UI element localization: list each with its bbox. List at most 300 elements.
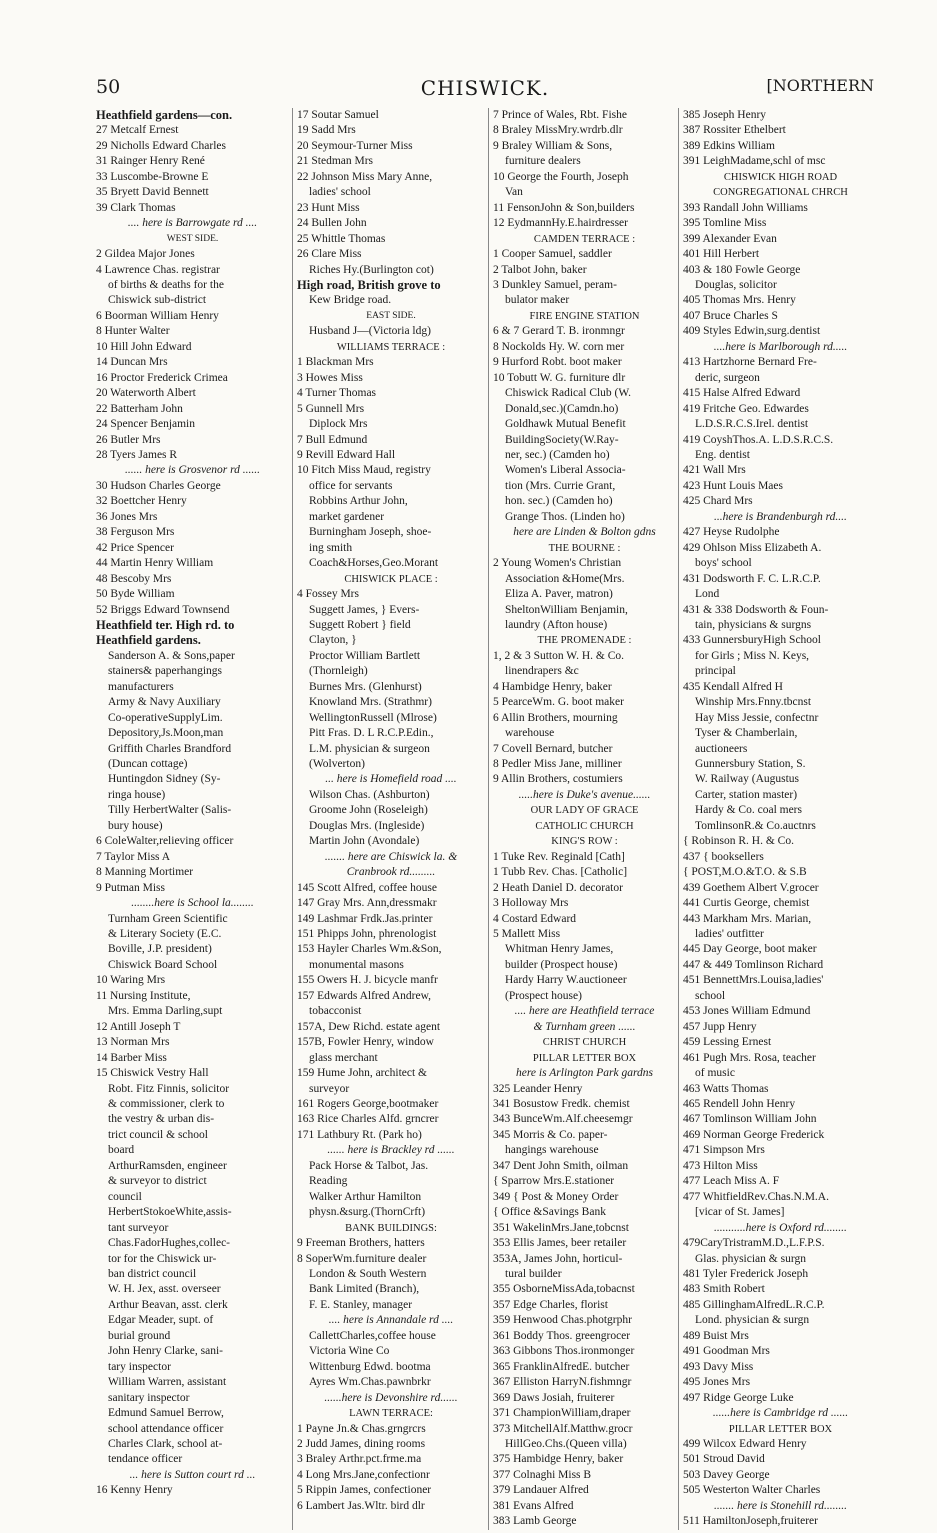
directory-entry-line: tor for the Chiswick ur-	[108, 1252, 217, 1265]
directory-entry-line: .... here are Heathfield terrace	[514, 1005, 655, 1018]
directory-entry-line: 10 Waring Mrs	[96, 974, 166, 987]
directory-entry-line: Hardy & Co. coal mers	[695, 804, 802, 817]
directory-entry-line: 8 Nockolds Hy. W. corn mer	[493, 340, 625, 353]
directory-entry-line: [vicar of St. James]	[695, 1206, 785, 1219]
directory-entry-line: PILLAR LETTER BOX	[728, 1423, 833, 1435]
directory-entry-line: 23 Hunt Miss	[297, 201, 360, 214]
directory-entry-line: 437 { booksellers	[683, 850, 764, 863]
directory-entry-line: 445 Day George, boot maker	[683, 943, 817, 956]
directory-entry-line: tion (Mrs. Currie Grant,	[505, 479, 616, 492]
directory-entry-line: Hay Miss Jessie, confectnr	[695, 711, 819, 724]
directory-entry-line: 419 Fritche Geo. Edwardes	[683, 402, 809, 415]
directory-entry-line: 10 George the Fourth, Joseph	[493, 170, 629, 183]
directory-entry-line: ban district council	[108, 1267, 197, 1280]
directory-entry-line: boys' school	[695, 557, 752, 570]
directory-entry-line: Douglas Mrs. (Ingleside)	[309, 819, 425, 832]
directory-entry-line: HillGeo.Chs.(Queen villa)	[505, 1437, 627, 1450]
directory-entry-line: (Thornleigh)	[309, 665, 368, 678]
directory-entry-line: 381 Evans Alfred	[493, 1499, 574, 1512]
directory-entry-line: 6 ColeWalter,relieving officer	[96, 835, 234, 848]
directory-entry-line: LAWN TERRACE:	[349, 1408, 433, 1420]
directory-entry-line: 489 Buist Mrs	[683, 1329, 749, 1342]
directory-entry-line: 351 WakelinMrs.Jane,tobcnst	[493, 1221, 629, 1234]
directory-entry-line: 155 Owers H. J. bicycle manfr	[297, 974, 438, 987]
directory-entry-line: ing smith	[309, 541, 353, 554]
directory-entry-line: ......here is Devonshire rd......	[324, 1391, 458, 1404]
page-header	[96, 76, 874, 100]
directory-entry-line: TomlinsonR.& Co.auctnrs	[695, 819, 816, 832]
directory-entry-line: bury house)	[108, 819, 163, 832]
directory-entry-line: 42 Price Spencer	[96, 541, 174, 554]
directory-entry-line: 6 Boorman William Henry	[96, 309, 219, 322]
directory-entry-line: 48 Bescoby Mrs	[96, 572, 172, 585]
directory-entry-line: 433 GunnersburyHigh School	[683, 634, 821, 647]
directory-entry-line: 353 Ellis James, beer retailer	[493, 1237, 627, 1250]
directory-entry-line: Army & Navy Auxiliary	[108, 696, 221, 709]
directory-entry-line: 7 Prince of Wales, Rbt. Fishe	[493, 109, 627, 121]
directory-entry-line: 9 Braley William & Sons,	[493, 139, 613, 152]
directory-entry-line: 425 Chard Mrs	[683, 495, 753, 508]
directory-entry-line: Tyser & Chamberlain,	[695, 727, 798, 740]
directory-entry-line: 4 Turner Thomas	[297, 387, 377, 400]
directory-entry-line: 375 Hambidge Henry, baker	[493, 1453, 624, 1466]
directory-entry-line: 157 Edwards Alfred Andrew,	[297, 989, 432, 1002]
directory-entry-line: 6 Allin Brothers, mourning	[493, 711, 618, 724]
directory-entry-line: Wittenburg Edwd. bootma	[309, 1360, 431, 1373]
directory-entry-line: Boville, J.P. president)	[108, 943, 212, 956]
directory-entry-line: Suggett James, } Evers-	[309, 603, 420, 616]
directory-entry-line: 157B, Fowler Henry, window	[297, 1036, 434, 1049]
directory-entry-line: 1 Tubb Rev. Chas. [Catholic]	[493, 866, 628, 879]
directory-entry-line: 50 Byde William	[96, 588, 175, 601]
directory-entry-line: Carter, station master)	[695, 788, 798, 801]
directory-entry-line: London & South Western	[309, 1267, 427, 1280]
directory-entry-line: Burnes Mrs. (Glenhurst)	[309, 680, 422, 693]
directory-entry-line: 467 Tomlinson William John	[683, 1113, 817, 1126]
directory-entry-line: here are Linden & Bolton gdns	[513, 526, 656, 539]
directory-entry-line: ........here is School la........	[131, 897, 254, 910]
directory-entry-line: 4 Long Mrs.Jane,confectionr	[297, 1468, 430, 1481]
directory-entry-line: linendrapers &c	[505, 665, 579, 678]
directory-entry-line: 147 Gray Mrs. Ann,dressmakr	[297, 897, 437, 910]
directory-entry-line: William Warren, assistant	[108, 1376, 227, 1389]
directory-entry-line: principal	[695, 665, 736, 678]
directory-entry-line: 26 Clare Miss	[297, 248, 362, 261]
directory-entry-line: 10 Fitch Miss Maud, registry	[297, 464, 431, 477]
directory-entry-line: Groome John (Roseleigh)	[309, 804, 428, 817]
directory-entry-line: 4 Fossey Mrs	[297, 588, 359, 601]
directory-entry-line: Whitman Henry James,	[505, 943, 614, 956]
directory-entry-line: 349 { Post & Money Order	[493, 1190, 619, 1203]
directory-entry-line: 419 CoyshThos.A. L.D.S.R.C.S.	[683, 433, 834, 446]
directory-entry-line: Robt. Fitz Finnis, solicitor	[108, 1082, 230, 1095]
directory-entry-line: 3 Braley Arthr.pct.frme.ma	[297, 1453, 422, 1466]
directory-entry-line: 463 Watts Thomas	[683, 1082, 769, 1095]
directory-entry-line: tendance officer	[108, 1453, 183, 1466]
directory-entry-line: HerbertStokoeWhite,assis-	[108, 1206, 232, 1219]
directory-entry-line: (Duncan cottage)	[108, 758, 188, 771]
directory-entry-line: 1 Tuke Rev. Reginald [Cath]	[493, 850, 625, 863]
directory-entry-line: Co-operativeSupplyLim.	[108, 711, 223, 724]
directory-entry-line: 2 Young Women's Christian	[493, 557, 622, 570]
directory-entry-line: 379 Landauer Alfred	[493, 1484, 589, 1497]
directory-entry-line: 395 Tomline Miss	[683, 217, 767, 230]
directory-entry-line: tobacconist	[309, 1005, 362, 1018]
page-number: 50	[96, 76, 121, 98]
directory-entry-line: Hardy Harry W.auctioneer	[505, 974, 627, 987]
directory-entry-line: Knowland Mrs. (Strathmr)	[309, 696, 432, 709]
directory-entry-line: 3 Holloway Mrs	[493, 897, 569, 910]
directory-entry-line: 15 Chiswick Vestry Hall	[96, 1067, 209, 1080]
page-title: CHISWICK.	[420, 76, 550, 100]
directory-entry-line: 10 Hill John Edward	[96, 340, 192, 353]
directory-entry-line: & Literary Society (E.C.	[108, 928, 222, 941]
directory-entry-line: 355 OsborneMissAda,tobacnst	[493, 1283, 635, 1296]
directory-entry-line: 5 Rippin James, confectioner	[297, 1484, 432, 1497]
directory-entry-line: ladies' school	[309, 186, 371, 199]
directory-entry-line: hon. sec.) (Camden ho)	[505, 495, 613, 508]
directory-entry-line: 369 Daws Josiah, fruiterer	[493, 1391, 615, 1404]
directory-entry-line: 459 Lessing Ernest	[683, 1036, 772, 1049]
directory-entry-line: 8 Braley MissMry.wrdrb.dlr	[493, 124, 623, 137]
directory-entry-line: 3 Dunkley Samuel, peram-	[493, 278, 617, 291]
directory-entry-line: 11 Nursing Institute,	[96, 989, 191, 1002]
directory-entry-line: { POST,M.O.&T.O. & S.B	[683, 866, 807, 879]
directory-entry-line: 483 Smith Robert	[683, 1283, 765, 1296]
directory-entry-line: .....here is Duke's avenue......	[518, 788, 651, 801]
directory-entry-line: Turnham Green Scientific	[108, 912, 228, 925]
directory-entry-line: Bank Limited (Branch),	[309, 1283, 420, 1296]
directory-entry-line: { Office &Savings Bank	[493, 1206, 606, 1219]
directory-entry-line: Winship Mrs.Fnny.tbcnst	[695, 696, 812, 709]
directory-entry-line: for Girls ; Miss N. Keys,	[695, 649, 810, 662]
directory-entry-line: tant surveyor	[108, 1221, 169, 1234]
directory-entry-line: 163 Rice Charles Alfd. grncrer	[297, 1113, 439, 1126]
directory-entry-line: 24 Spencer Benjamin	[96, 418, 196, 431]
directory-entry-line: 8 SoperWm.furniture dealer	[297, 1252, 427, 1265]
directory-entry-line: 469 Norman George Frederick	[683, 1128, 825, 1141]
directory-entry-line: 29 Nicholls Edward Charles	[96, 139, 226, 152]
directory-entry-line: Robbins Arthur John,	[309, 495, 408, 508]
directory-entry-line: 44 Martin Henry William	[96, 557, 214, 570]
directory-entry-line: 365 FranklinAlfredE. butcher	[493, 1360, 630, 1373]
directory-entry-line: 4 Costard Edward	[493, 912, 577, 925]
directory-entry-line: Depository,Js.Moon,man	[108, 727, 224, 740]
directory-entry-line: Cranbrook rd.........	[346, 866, 436, 879]
directory-entry-line: 361 Boddy Thos. greengrocer	[493, 1329, 631, 1342]
directory-entry-line: 35 Bryett David Bennett	[96, 186, 209, 199]
directory-entry-line: trict council & school	[108, 1128, 208, 1141]
directory-entry-line: hangings warehouse	[505, 1144, 599, 1157]
directory-entry-line: sanitary inspector	[108, 1391, 190, 1404]
directory-entry-line: CATHOLIC CHURCH	[535, 820, 634, 832]
directory-entry-line: SheltonWilliam Benjamin,	[505, 603, 628, 616]
directory-entry-line: 52 Briggs Edward Townsend	[96, 603, 230, 616]
directory-entry-line: 423 Hunt Louis Maes	[683, 479, 783, 492]
directory-entry-line: Walker Arthur Hamilton	[309, 1190, 422, 1203]
directory-entry-line: 377 Colnaghi Miss B	[493, 1468, 592, 1481]
directory-entry-line: the vestry & urban dis-	[108, 1113, 215, 1126]
directory-entry-line: 495 Jones Mrs	[683, 1376, 751, 1389]
directory-entry-line: 31 Rainger Henry René	[96, 155, 205, 168]
directory-entry-line: WEST SIDE.	[166, 233, 219, 244]
directory-entry-line: 159 Hume John, architect &	[297, 1067, 427, 1080]
directory-entry-line: 485 GillinghamAlfredL.R.C.P.	[683, 1298, 825, 1311]
directory-entry-line: 461 Pugh Mrs. Rosa, teacher	[683, 1051, 816, 1064]
directory-entry-line: CAMDEN TERRACE :	[533, 233, 636, 245]
directory-entry-line: 493 Davy Miss	[683, 1360, 754, 1373]
directory-entry-line: ....... here is Stonehill rd........	[714, 1499, 847, 1512]
directory-entry-line: 25 Whittle Thomas	[297, 232, 386, 245]
directory-entry-line: 21 Stedman Mrs	[297, 155, 374, 168]
directory-entry-line: 5 PearceWm. G. boot maker	[493, 696, 624, 709]
directory-entry-line: burial ground	[108, 1329, 171, 1342]
directory-entry-line: 473 Hilton Miss	[683, 1159, 758, 1172]
directory-entry-line: Eng. dentist	[695, 448, 750, 461]
directory-entry-line: market gardener	[309, 510, 385, 523]
directory-entry-line: 157A, Dew Richd. estate agent	[297, 1020, 441, 1033]
directory-entry-line: tain, physicians & surgns	[695, 618, 812, 631]
directory-entry-line: Lond. physician & surgn	[695, 1314, 810, 1327]
directory-column-4	[678, 108, 878, 1530]
directory-entry-line: 431 Dodsworth F. C. L.R.C.P.	[683, 572, 821, 585]
directory-entry-line: W. H. Jex, asst. overseer	[108, 1283, 221, 1296]
directory-entry-line: 14 Barber Miss	[96, 1051, 167, 1064]
directory-entry-line: physn.&surg.(ThornCrft)	[309, 1206, 426, 1219]
directory-entry-line: 161 Rogers George,bootmaker	[297, 1098, 439, 1110]
directory-entry-line: 10 Tobutt W. G. furniture dlr	[493, 371, 626, 384]
directory-entry-line: 9 Revill Edward Hall	[297, 448, 396, 461]
directory-entry-line: 501 Stroud David	[683, 1453, 765, 1466]
directory-entry-line: 6 Lambert Jas.Wltr. bird dlr	[297, 1499, 425, 1512]
directory-entry-line: Clayton, }	[309, 634, 357, 647]
directory-entry-line: THE BOURNE :	[548, 542, 621, 554]
directory-entry-line: 1 Payne Jn.& Chas.grngrcrs	[297, 1422, 426, 1435]
directory-entry-line: 153 Hayler Charles Wm.&Son,	[297, 943, 442, 956]
directory-entry-line: 393 Randall John Williams	[683, 201, 808, 214]
directory-entry-line: 491 Goodman Mrs	[683, 1345, 770, 1358]
directory-entry-line: 1, 2 & 3 Sutton W. H. & Co.	[493, 649, 624, 662]
directory-entry-line: laundry (Afton house)	[505, 618, 608, 631]
directory-entry-line: 30 Hudson Charles George	[96, 479, 221, 492]
directory-entry-line: & commissioner, clerk to	[108, 1098, 225, 1110]
directory-entry-line: Diplock Mrs	[309, 418, 368, 431]
directory-entry-line: OUR LADY OF GRACE	[530, 805, 639, 817]
directory-entry-line: Proctor William Bartlett	[309, 649, 421, 662]
directory-entry-line: Ayres Wm.Chas.pawnbrkr	[309, 1376, 431, 1389]
directory-entry-line: 391 LeighMadame,schl of msc	[683, 155, 826, 168]
directory-entry-line: builder (Prospect house)	[505, 958, 618, 971]
directory-entry-line: monumental masons	[309, 958, 404, 971]
directory-entry-line: Heathfield gardens.	[96, 633, 201, 648]
directory-entry-line: 1 Cooper Samuel, saddler	[493, 248, 612, 261]
directory-entry-line: Chiswick Radical Club (W.	[505, 387, 632, 400]
directory-entry-line: Sanderson A. & Sons,paper	[108, 649, 235, 662]
directory-entry-line: Chiswick sub-district	[108, 294, 207, 307]
directory-entry-line: CONGREGATIONAL CHRCH	[713, 187, 848, 199]
directory-entry-line: Lond	[695, 588, 720, 601]
directory-entry-line: CallettCharles,coffee house	[309, 1329, 436, 1342]
directory-entry-line: 1 Blackman Mrs	[297, 356, 374, 369]
directory-entry-line: CHISWICK HIGH ROAD	[723, 171, 838, 183]
directory-entry-line: Reading	[309, 1175, 348, 1188]
directory-entry-line: 22 Batterham John	[96, 402, 183, 415]
directory-entry-line: 441 Curtis George, chemist	[683, 897, 810, 910]
directory-entry-line: 345 Morris & Co. paper-	[493, 1128, 608, 1141]
directory-entry-line: Grange Thos. (Linden ho)	[505, 510, 625, 523]
directory-entry-line: 465 Rendell John Henry	[683, 1098, 796, 1110]
directory-entry-line: Coach&Horses,Geo.Morant	[309, 557, 439, 570]
directory-entry-line: council	[108, 1190, 142, 1203]
directory-entry-line: 13 Norman Mrs	[96, 1036, 170, 1049]
directory-entry-line: 2 Judd James, dining rooms	[297, 1437, 426, 1450]
directory-entry-line: ...here is Brandenburgh rd....	[714, 510, 847, 523]
directory-entry-line: John Henry Clarke, sani-	[108, 1345, 223, 1358]
directory-entry-line: 477 Leach Miss A. F	[683, 1175, 780, 1188]
directory-entry-line: 421 Wall Mrs	[683, 464, 746, 477]
directory-entry-line: 4 Hambidge Henry, baker	[493, 680, 612, 693]
directory-entry-line: L.D.S.R.C.S.Irel. dentist	[695, 418, 809, 431]
directory-entry-line: 38 Ferguson Mrs	[96, 526, 175, 539]
directory-entry-line: 9 Hurford Robt. boot maker	[493, 356, 622, 369]
directory-entry-line: 477 WhitfieldRev.Chas.N.M.A.	[683, 1190, 829, 1203]
directory-entry-line: ....here is Marlborough rd.....	[713, 340, 848, 353]
directory-entry-line: Victoria Wine Co	[309, 1345, 390, 1358]
directory-entry-line: Pitt Fras. D. L R.C.P.Edin.,	[309, 727, 434, 740]
directory-column-1	[96, 108, 289, 1530]
directory-entry-line: Chas.FadorHughes,collec-	[108, 1237, 230, 1250]
directory-entry-line: & Turnham green ......	[533, 1020, 636, 1033]
directory-entry-line: 373 MitchellAlf.Matthw.grocr	[493, 1422, 633, 1435]
directory-entry-line: 343 BunceWm.Alf.cheesemgr	[493, 1113, 633, 1126]
directory-entry-line: 505 Westerton Walter Charles	[683, 1484, 821, 1497]
directory-entry-line: Arthur Beavan, asst. clerk	[108, 1298, 228, 1311]
directory-entry-line: ...... here is Grosvenor rd ......	[124, 464, 261, 477]
directory-entry-line: of music	[695, 1067, 735, 1080]
directory-entry-line: 7 Taylor Miss A	[96, 850, 171, 863]
directory-entry-line: 371 ChampionWilliam,draper	[493, 1407, 631, 1420]
directory-entry-line: 451 BennettMrs.Louisa,ladies'	[683, 974, 824, 987]
directory-entry-line: 357 Edge Charles, florist	[493, 1298, 608, 1311]
directory-entry-line: 439 Goethem Albert V.grocer	[683, 881, 819, 894]
directory-entry-line: 151 Phipps John, phrenologist	[297, 928, 437, 941]
directory-entry-line: Suggett Robert } field	[309, 618, 411, 631]
directory-entry-line: 399 Alexander Evan	[683, 232, 777, 245]
directory-entry-line: board	[108, 1144, 135, 1157]
directory-entry-line: ...........here is Oxford rd........	[714, 1221, 847, 1234]
directory-entry-line: Huntingdon Sidney (Sy-	[108, 773, 221, 786]
directory-entry-line: THE PROMENADE :	[537, 635, 632, 647]
directory-entry-line: { Sparrow Mrs.E.stationer	[493, 1175, 615, 1188]
directory-entry-line: 149 Lashmar Frdk.Jas.printer	[297, 912, 433, 925]
directory-entry-line: here is Arlington Park gardns	[516, 1067, 653, 1080]
directory-entry-line: ladies' outfitter	[695, 928, 764, 941]
directory-entry-line: Charles Clark, school at-	[108, 1437, 223, 1450]
directory-entry-line: Griffith Charles Brandford	[108, 742, 232, 755]
directory-entry-line: 16 Proctor Frederick Crimea	[96, 371, 228, 384]
directory-entry-line: 427 Heyse Rudolphe	[683, 526, 780, 539]
directory-entry-line: 367 Elliston HarryN.fishmngr	[493, 1376, 632, 1389]
directory-entry-line: 171 Lathbury Rt. (Park ho)	[297, 1128, 422, 1141]
directory-entry-line: 6 & 7 Gerard T. B. ironmngr	[493, 325, 625, 338]
directory-entry-line: 4 Lawrence Chas. registrar	[96, 263, 220, 276]
directory-entry-line: ... here is Sutton court rd ...	[129, 1468, 256, 1481]
directory-entry-line: CHISWICK PLACE :	[344, 573, 438, 585]
directory-entry-line: Eliza A. Paver, matron)	[505, 588, 613, 601]
directory-entry-line: Martin John (Avondale)	[309, 835, 420, 848]
directory-entry-line: Mrs. Emma Darling,supt	[108, 1005, 223, 1018]
directory-entry-line: stainers& paperhangings	[108, 665, 223, 678]
directory-entry-line: KING'S ROW :	[551, 836, 618, 848]
directory-entry-line: 24 Bullen John	[297, 217, 367, 230]
directory-entry-line: 457 Jupp Henry	[683, 1020, 757, 1033]
directory-entry-line: L.M. physician & surgeon	[309, 742, 430, 755]
directory-entry-line: EAST SIDE.	[366, 310, 416, 321]
directory-entry-line: 471 Simpson Mrs	[683, 1144, 765, 1157]
directory-entry-line: 325 Leander Henry	[493, 1082, 583, 1095]
directory-entry-line: 14 Duncan Mrs	[96, 356, 168, 369]
directory-entry-line: 401 Hill Herbert	[683, 248, 760, 261]
directory-entry-line: F. E. Stanley, manager	[309, 1298, 413, 1311]
directory-entry-line: ... here is Homefield road ....	[325, 773, 457, 786]
directory-entry-line: Husband J—(Victoria ldg)	[309, 325, 431, 338]
directory-entry-line: 435 Kendall Alfred H	[683, 680, 783, 693]
directory-entry-line: school attendance officer	[108, 1422, 224, 1435]
directory-entry-line: Burningham Joseph, shoe-	[309, 526, 432, 539]
directory-entry-line: ArthurRamsden, engineer	[108, 1159, 227, 1172]
directory-entry-line: glass merchant	[309, 1051, 378, 1064]
directory-entry-line: 387 Rossiter Ethelbert	[683, 124, 786, 137]
directory-entry-line: 481 Tyler Frederick Joseph	[683, 1267, 809, 1280]
directory-entry-line: 409 Styles Edwin,surg.dentist	[683, 325, 821, 338]
directory-entry-line: auctioneers	[695, 742, 748, 755]
directory-entry-line: 503 Davey George	[683, 1468, 770, 1481]
directory-entry-line: 5 Mallett Miss	[493, 928, 561, 941]
directory-entry-line: 17 Soutar Samuel	[297, 109, 379, 121]
directory-entry-line: 11 FensonJohn & Son,builders	[493, 201, 635, 214]
directory-entry-line: 33 Luscombe-Browne E	[96, 170, 209, 183]
directory-entry-line: Association &Home(Mrs.	[505, 572, 625, 585]
directory-entry-line: Edgar Meader, supt. of	[108, 1314, 214, 1327]
directory-entry-line: 3 Howes Miss	[297, 371, 363, 384]
directory-entry-line: 8 Hunter Walter	[96, 325, 170, 338]
directory-entry-line: office for servants	[309, 479, 393, 492]
directory-entry-line: tary inspector	[108, 1360, 171, 1373]
directory-entry-line: 20 Seymour-Turner Miss	[297, 139, 413, 152]
directory-entry-line: warehouse	[505, 727, 555, 740]
directory-entry-line: ....... here are Chiswick la. &	[324, 850, 458, 863]
directory-entry-line: 431 & 338 Dodsworth & Foun-	[683, 603, 829, 616]
directory-entry-line: Goldhawk Mutual Benefit	[505, 418, 626, 431]
directory-entry-line: 39 Clark Thomas	[96, 201, 176, 214]
directory-entry-line: Wilson Chas. (Ashburton)	[309, 788, 430, 801]
directory-entry-line: Gunnersbury Station, S.	[695, 758, 806, 771]
directory-entry-line: 479CaryTristramM.D.,L.F.P.S.	[683, 1237, 825, 1250]
directory-entry-line: CHRIST CHURCH	[542, 1037, 627, 1049]
directory-entry-line: ringa house)	[108, 788, 166, 801]
directory-entry-line: Donald,sec.)(Camdn.ho)	[505, 402, 619, 415]
directory-entry-line: Pack Horse & Talbot, Jas.	[309, 1159, 429, 1172]
directory-entry-line: & surveyor to district	[108, 1175, 207, 1188]
directory-entry-line: 499 Wilcox Edward Henry	[683, 1437, 807, 1450]
directory-entry-line: 36 Jones Mrs	[96, 510, 158, 523]
directory-entry-line: 2 Gildea Major Jones	[96, 248, 195, 261]
directory-entry-line: ner, sec.) (Camden ho)	[505, 448, 610, 461]
directory-entry-line: 511 HamiltonJoseph,fruiterer	[683, 1515, 818, 1528]
directory-entry-line: ......here is Cambridge rd ......	[712, 1407, 849, 1420]
directory-entry-line: 22 Johnson Miss Mary Anne,	[297, 170, 433, 183]
directory-entry-line: FIRE ENGINE STATION	[529, 310, 640, 322]
